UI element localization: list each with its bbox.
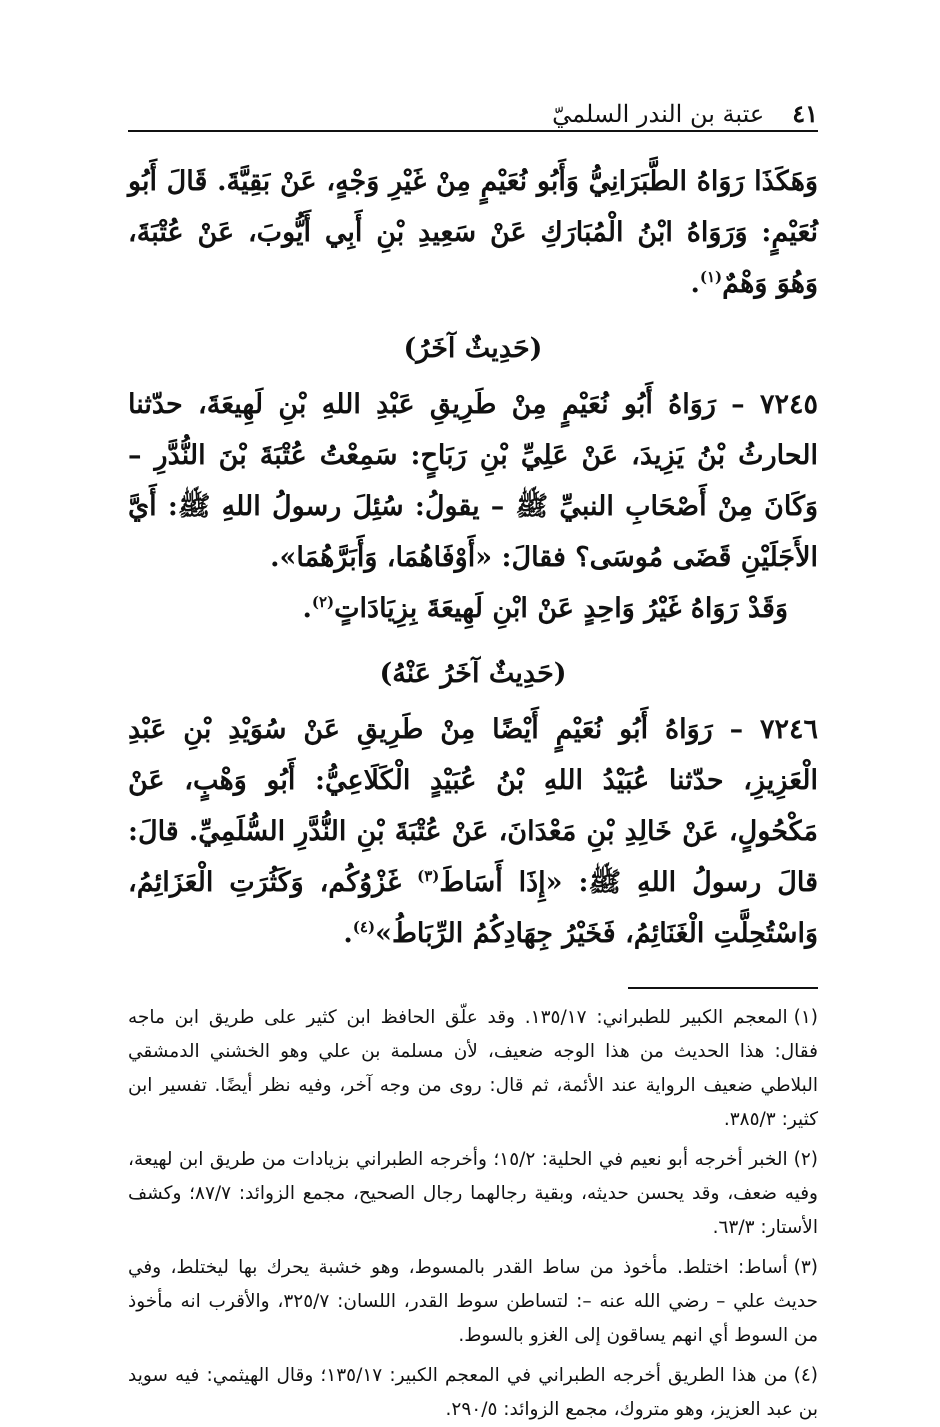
page-number: ٤١ bbox=[792, 99, 818, 128]
footnotes bbox=[128, 1001, 818, 1427]
footnote-separator bbox=[628, 987, 818, 989]
intro-paragraph bbox=[128, 156, 818, 309]
book-page bbox=[128, 84, 818, 1420]
hadith-7246-paragraph bbox=[128, 704, 818, 959]
footnote-ref-4: (٤) bbox=[352, 918, 376, 936]
footnote-text: الخبر أخرجه أبو نعيم في الحلية: ١٥/٢؛ وأخرجه الطبراني بزيادات من طريق ابن لهيعة، وفيه ضعف، وقد يحسن حديثه، وبقية رجالهما رجال الصحيح، مجمع الزوائد: ٨٧/٧؛ وكشف الأستار: ٦٣/٣. bbox=[128, 1149, 818, 1238]
footnote-text: المعجم الكبير للطبراني: ١٣٥/١٧. وقد علّق الحافظ ابن كثير على طريق ابن ماجه فقال: هذا الحديث من هذا الوجه ضعيف، لأن مسلمة بن علي وهو الخشني الدمشقي البلاطي ضعيف الرواية عند الأئمة، ثم قال: روى من وجه آخر، وفيه نظر أيضًا. تفسير ابن كثير: ٣٨٥/٣. bbox=[128, 1007, 818, 1130]
footnote-number: (٤) bbox=[793, 1365, 818, 1386]
footnote-ref-1: (١) bbox=[699, 268, 723, 286]
intro-end: . bbox=[690, 268, 700, 299]
footnote-3 bbox=[128, 1251, 818, 1353]
hadith-7246-end: . bbox=[343, 918, 353, 949]
hadith-7246-text-b: غَزْوُكُم، وَكَثُرَتِ الْعَزَائِمُ، وَاسْتُحِلَّتِ الْغَنَائِمُ، فَخَيْرُ جِهَادِكُمُ الرِّبَاطُ» bbox=[128, 867, 818, 949]
intro-text: وَهَكَذَا رَوَاهُ الطَّبَرَانِيُّ وَأَبُو نُعَيْمٍ مِنْ غَيْرِ وَجْهٍ، عَنْ بَقِيَّةَ. قَالَ أَبُو نُعَيْمٍ: وَرَوَاهُ ابْنُ الْمُبَارَكِ عَنْ سَعِيدِ بْنِ أَبِي أَيُّوبَ، عَنْ عُتْبَةَ، وَهُوَ وَهْمٌ bbox=[128, 166, 818, 299]
footnote-number: (٣) bbox=[793, 1257, 818, 1278]
main-text bbox=[128, 156, 818, 959]
footnote-1 bbox=[128, 1001, 818, 1137]
footnote-text: أساط: اختلط. مأخوذ من ساط القدر بالمسوط، وهو خشبة يحرك بها ليختلط، وفي حديث علي – رضي الله عنه –: لتساطن سوط القدر، اللسان: ٣٢٥/٧، والأقرب انه مأخوذ من السوط أي انهم يساقون إلى الغزو بالسوط. bbox=[128, 1257, 818, 1346]
section-heading-1: (حَدِيثٌ آخَرُ) bbox=[403, 333, 543, 364]
footnote-2 bbox=[128, 1143, 818, 1245]
hadith-7245-note-end: . bbox=[302, 593, 312, 624]
hadith-7246-text-a: ٧٢٤٦ – رَوَاهُ أَبُو نُعَيْمٍ أَيْضًا مِنْ طَرِيقِ عَنْ سُوَيْدِ بْنِ عَبْدِ الْعَزِيزِ، حدّثنا عُبَيْدُ اللهِ بْنُ عُبَيْدٍ الْكَلَاعِيُّ: أَبُو وَهْبٍ، عَنْ مَكْحُولٍ، عَنْ خَالِدِ بْنِ مَعْدَانَ، عَنْ عُتْبَةَ بْنِ النُّدَّرِ السُّلَمِيِّ. قالَ: قالَ رسولُ اللهِ ﷺ: «إِذَا أَسَاطَ bbox=[128, 714, 818, 898]
hadith-7245-note-text: وَقَدْ رَوَاهُ غَيْرُ وَاحِدٍ عَنْ ابْنِ لَهِيعَةَ بِزِيَادَاتٍ bbox=[334, 593, 788, 624]
hadith-7245-paragraph bbox=[128, 379, 818, 583]
chapter-title: عتبة بن الندر السلميّ bbox=[552, 100, 765, 128]
footnote-text: من هذا الطريق أخرجه الطبراني في المعجم الكبير: ١٣٥/١٧؛ وقال الهيثمي: فيه سويد بن عبد العزيز، وهو متروك، مجمع الزوائد: ٢٩٠/٥. bbox=[128, 1365, 818, 1420]
hadith-7245-note bbox=[128, 583, 818, 634]
footnote-ref-2: (٢) bbox=[311, 593, 335, 611]
footnote-number: (١) bbox=[793, 1007, 818, 1028]
section-heading-2: (حَدِيثٌ آخَرُ عَنْهُ) bbox=[379, 658, 567, 689]
running-header bbox=[128, 84, 818, 132]
footnote-number: (٢) bbox=[793, 1149, 818, 1170]
footnote-ref-3: (٣) bbox=[417, 867, 440, 885]
hadith-7245-text: ٧٢٤٥ – رَوَاهُ أَبُو نُعَيْمٍ مِنْ طَرِيقِ عَبْدِ اللهِ بْنِ لَهِيعَةَ، حدّثنا الحارثُ بْنُ يَزِيدَ، عَنْ عَلِيِّ بْنِ رَبَاحٍ: سَمِعْتُ عُتْبَةَ بْنَ النُّدَّرِ – وَكَانَ مِنْ أَصْحَابِ النبيِّ ﷺ – يقولُ: سُئِلَ رسولُ اللهِ ﷺ: أَيَّ الأَجَلَيْنِ قَضَى مُوسَى؟ فقالَ: «أَوْفَاهُمَا، وَأَبَرَّهُمَا». bbox=[128, 389, 818, 573]
footnote-4 bbox=[128, 1359, 818, 1427]
